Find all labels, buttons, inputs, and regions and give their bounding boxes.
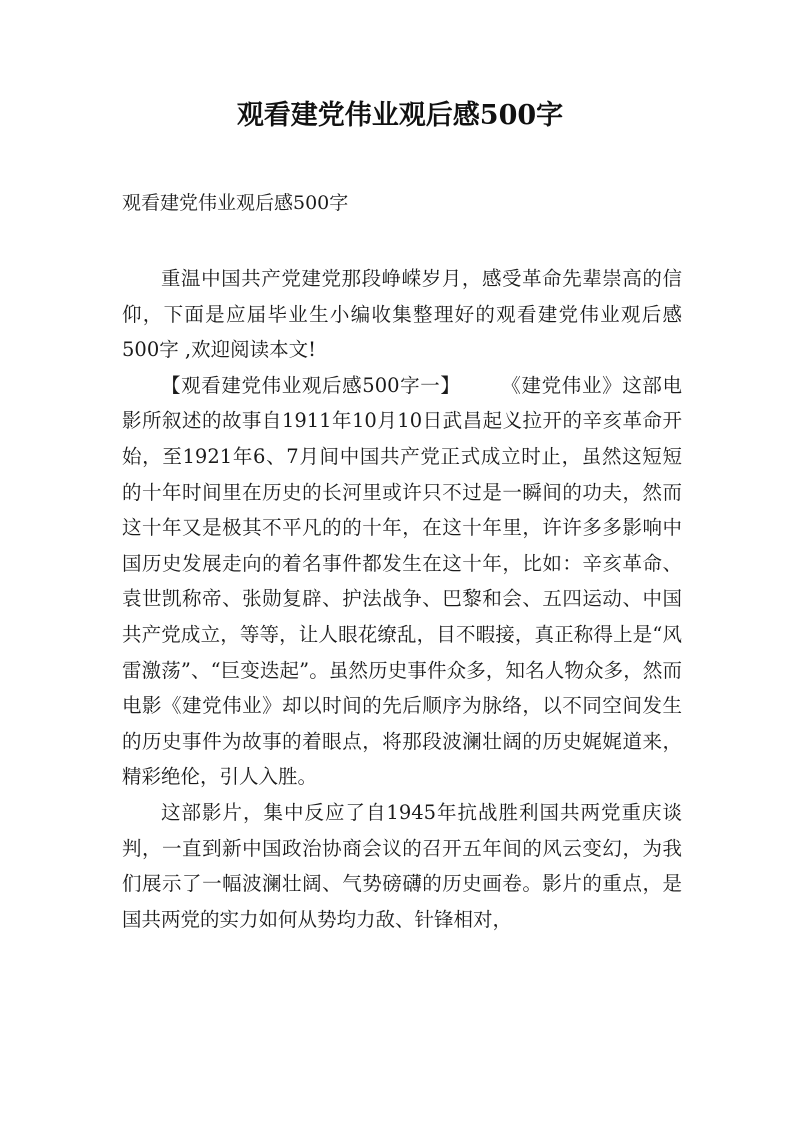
paragraph-text: 这部影片，集中反应了自1945年抗战胜利国共两党重庆谈判，一直到新中国政治协商会议的召开五年间的风云变幻，为我们展示了一幅波澜壮阔、气势磅礴的历史画卷。影片的重点，是国共两党的实力如何从势均力敌、针锋相对， bbox=[122, 800, 682, 931]
paragraph-section-one bbox=[122, 368, 682, 795]
paragraph-film-summary bbox=[122, 795, 682, 937]
document-body bbox=[122, 261, 682, 937]
document-title: 观看建党伟业观后感500字 bbox=[236, 100, 564, 131]
paragraph-intro bbox=[122, 261, 682, 368]
paragraph-text: 《建党伟业》这部电影所叙述的故事自1911年10月10日武昌起义拉开的辛亥革命开始，至1921年6、7月间中国共产党正式成立时止，虽然这短短的十年时间里在历史的长河里或许只不过是一瞬间的功夫，然而这十年又是极其不平凡的的十年，在这十年里，许许多多影响中国历史发展走向的着名事件都发生在这十年，比如：辛亥革命、袁世凯称帝、张勋复辟、护法战争、巴黎和会、五四运动、中国共产党成立，等等，让人眼花缭乱，目不暇接，真正称得上是“风雷激荡”、“巨变迭起”。虽然历史事件众多，知名人物众多，然而电影《建党伟业》却以时间的先后顺序为脉络，以不同空间发生的历史事件为故事的着眼点，将那段波澜壮阔的历史娓娓道来，精彩绝伦，引人入胜。 bbox=[122, 373, 682, 789]
paragraph-spacer bbox=[451, 374, 511, 397]
section-heading: 【观看建党伟业观后感500字一】 bbox=[161, 373, 451, 397]
paragraph-text: 重温中国共产党建党那段峥嵘岁月，感受革命先辈崇高的信仰，下面是应届毕业生小编收集整理好的观看建党伟业观后感500字 ,欢迎阅读本文! bbox=[122, 267, 682, 362]
document-subtitle: 观看建党伟业观后感500字 bbox=[122, 192, 349, 214]
